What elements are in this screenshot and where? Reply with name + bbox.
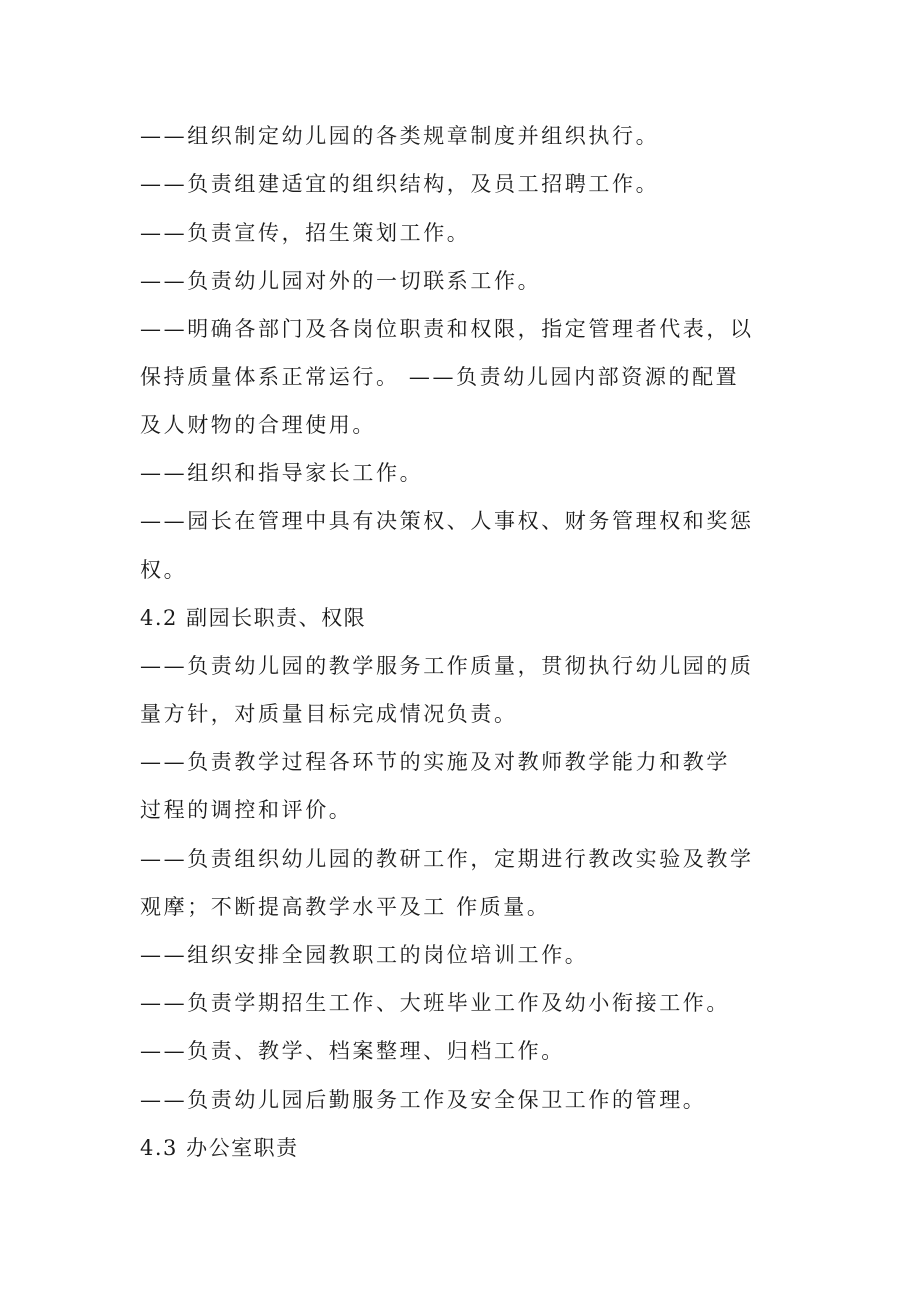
text-line: ——负责组建适宜的组织结构，及员工招聘工作。: [140, 172, 660, 196]
text-line: 过程的调控和评价。: [140, 798, 353, 822]
text-line: ——负责幼儿园对外的一切联系工作。: [140, 269, 542, 293]
text-line: ——负责、教学、档案整理、归档工作。: [140, 1039, 565, 1063]
text-line: 及人财物的合理使用。: [140, 413, 376, 437]
section-heading-4-2: 4.2 副园长职责、权限: [140, 606, 367, 630]
text-line: ——负责宣传，招生策划工作。: [140, 221, 471, 245]
text-line: ——负责组织幼儿园的教研工作，定期进行教改实验及教学: [140, 847, 754, 871]
text-line: 观摩；不断提高教学水平及工 作质量。: [140, 895, 551, 919]
text-line: ——负责教学过程各环节的实施及对教师教学能力和教学: [140, 750, 730, 774]
text-line: 保持质量体系正常运行。 ——负责幼儿园内部资源的配置: [140, 365, 740, 389]
text-line: ——负责学期招生工作、大班毕业工作及幼小衔接工作。: [140, 991, 730, 1015]
text-line: ——组织安排全园教职工的岗位培训工作。: [140, 943, 589, 967]
text-line: ——负责幼儿园的教学服务工作质量，贯彻执行幼儿园的质: [140, 654, 754, 678]
text-line: ——组织和指导家长工作。: [140, 461, 424, 485]
text-line: ——园长在管理中具有决策权、人事权、财务管理权和奖惩: [140, 509, 754, 533]
section-heading-4-3: 4.3 办公室职责: [140, 1136, 299, 1160]
text-line: ——组织制定幼儿园的各类规章制度并组织执行。: [140, 124, 660, 148]
text-line: ——负责幼儿园后勤服务工作及安全保卫工作的管理。: [140, 1088, 707, 1112]
text-line: 量方针，对质量目标完成情况负责。: [140, 702, 518, 726]
text-line: ——明确各部门及各岗位职责和权限，指定管理者代表，以: [140, 317, 754, 341]
text-line: 权。: [140, 558, 188, 582]
